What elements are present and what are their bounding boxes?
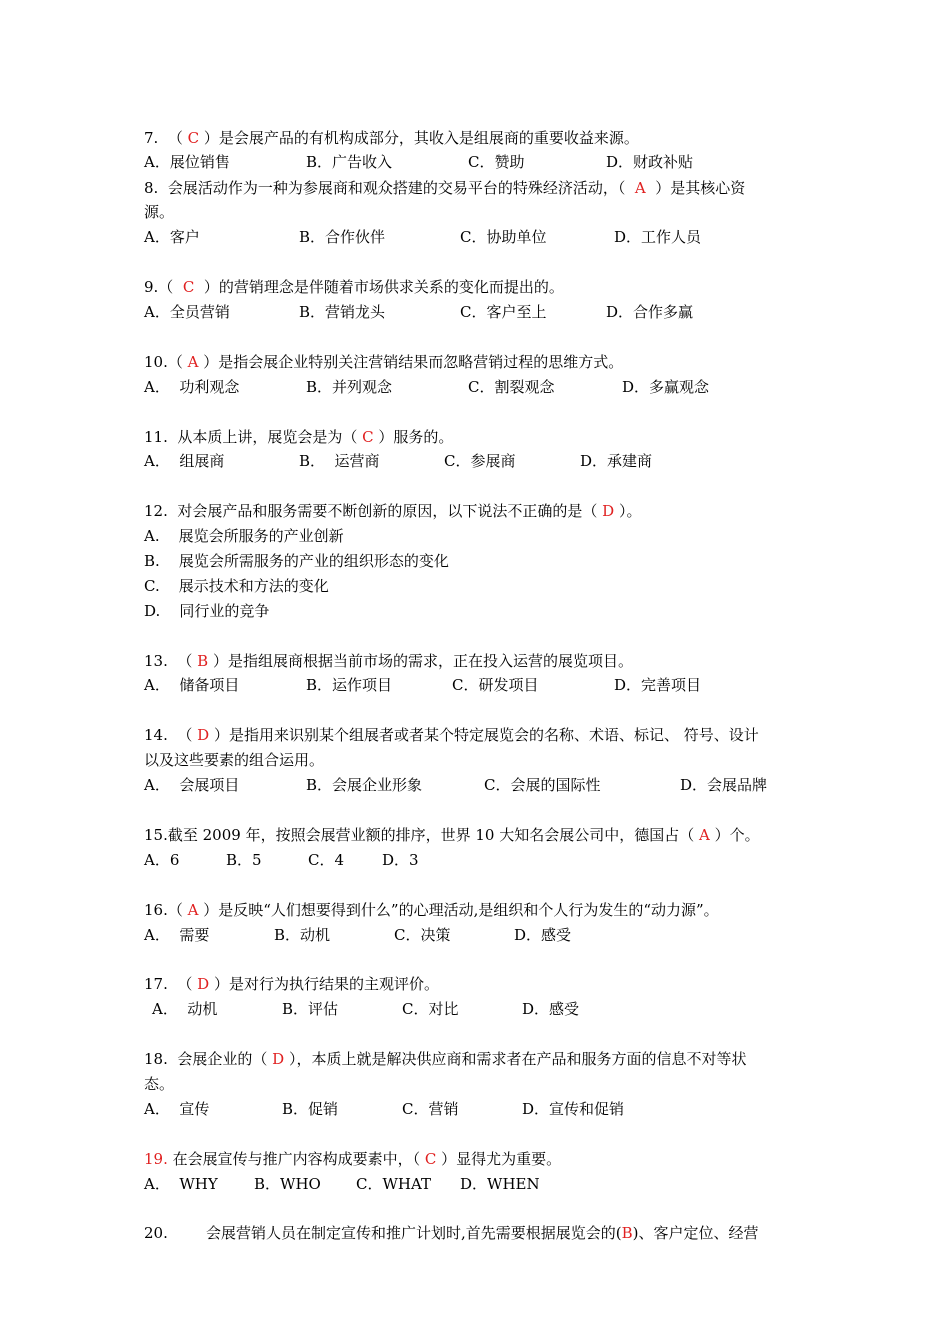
answer-mark: C (187, 129, 200, 147)
stem-text: ）是对行为执行结果的主观评价。 (209, 975, 439, 993)
option-b: B．广告收入 (306, 153, 393, 171)
question-12-option-b: B. 展览会所需服务的产业的组织形态的变化 (144, 552, 449, 570)
answer-mark: D (197, 726, 210, 744)
stem-text: 10.（ (144, 353, 188, 371)
option-c: C．营销 (402, 1100, 459, 1118)
question-7-stem (144, 129, 639, 147)
option-c: C．研发项目 (452, 676, 539, 694)
option-c: C．对比 (402, 1000, 459, 1018)
option-b: B．并列观念 (306, 378, 393, 396)
option-a: A．6 (144, 851, 180, 869)
question-12-option-c: C. 展示技术和方法的变化 (144, 577, 329, 595)
answer-mark: D (272, 1050, 285, 1068)
option-c: C．4 (308, 851, 345, 869)
stem-text: 15.截至 2009 年，按照会展营业额的排序，世界 10 大知名会展公司中，德国占（ (144, 826, 699, 844)
question-11-stem (144, 428, 453, 446)
option-b: B．动机 (274, 926, 331, 944)
stem-text: ）是其核心资 (645, 179, 746, 197)
stem-text: 12. 对会展产品和服务需要不断创新的原因，以下说法不正确的是（ (144, 502, 603, 520)
question-13-options (144, 676, 702, 694)
option-a: A． 会展项目 (144, 776, 240, 794)
question-15-options (144, 851, 419, 869)
stem-text: ）是指会展企业特别关注营销结果而忽略营销过程的思维方式。 (198, 353, 624, 371)
question-9-stem (144, 278, 564, 296)
option-b: B．营销龙头 (299, 303, 386, 321)
option-a: A． 功利观念 (144, 378, 240, 396)
option-d: D．财政补贴 (606, 153, 694, 171)
stem-text: ）是指组展商根据当前市场的需求，正在投入运营的展览项目。 (208, 652, 633, 670)
answer-mark: A (187, 901, 199, 919)
option-a: A． 储备项目 (144, 676, 240, 694)
question-8-options (144, 228, 702, 246)
question-9-options (144, 303, 694, 321)
stem-text: ）服务的。 (373, 428, 454, 446)
question-18-stem-cont: 态。 (144, 1075, 175, 1093)
question-17-options (144, 1000, 580, 1018)
stem-text: ）的营销理念是伴随着市场供求关系的变化而提出的。 (194, 278, 564, 296)
question-18-stem (144, 1050, 746, 1068)
question-15-stem (144, 826, 760, 844)
stem-text: 在会展宣传与推广内容构成要素中，（ (167, 1150, 425, 1168)
stem-text: ）显得尤为重要。 (436, 1150, 562, 1168)
option-a: A． 需要 (144, 926, 210, 944)
answer-mark: C (362, 428, 374, 446)
question-8-stem (144, 179, 745, 197)
question-8-stem-cont: 源。 (144, 203, 175, 221)
stem-text: 9.（ (144, 278, 183, 296)
question-14-options (144, 776, 768, 794)
option-c: C．WHAT (356, 1175, 431, 1193)
answer-mark: A (634, 179, 646, 197)
stem-text: 13. （ (144, 652, 198, 670)
option-a: A． 宣传 (144, 1100, 210, 1118)
option-c: C．客户至上 (460, 303, 547, 321)
option-d: D．感受 (514, 926, 572, 944)
question-14-stem (144, 726, 759, 744)
stem-text: ），本质上就是解决供应商和需求者在产品和服务方面的信息不对等状 (284, 1050, 747, 1068)
question-13-stem (144, 652, 633, 670)
option-a: A．全员营销 (144, 303, 230, 321)
option-a: A． 组展商 (144, 452, 225, 470)
option-d: D．感受 (522, 1000, 580, 1018)
option-b: B． 运营商 (299, 452, 380, 470)
stem-text: )、客户定位、经营 (632, 1224, 759, 1242)
question-16-options (144, 926, 572, 944)
option-a: A． 动机 (152, 1000, 218, 1018)
option-a: A． WHY (144, 1175, 218, 1193)
stem-text: ）个。 (709, 826, 760, 844)
stem-text: 7. （ (144, 129, 188, 147)
stem-text: 17. （ (144, 975, 198, 993)
question-12-option-d: D. 同行业的竞争 (144, 602, 270, 620)
option-b: B．评估 (282, 1000, 339, 1018)
question-19-options (144, 1175, 540, 1193)
answer-mark: A (698, 826, 710, 844)
option-d: D．合作多赢 (606, 303, 694, 321)
stem-text: 11. 从本质上讲，展览会是为（ (144, 428, 363, 446)
option-c: C．参展商 (444, 452, 516, 470)
option-d: D．3 (382, 851, 419, 869)
option-d: D．承建商 (580, 452, 653, 470)
stem-text: ）是指用来识别某个组展者或者某个特定展览会的名称、术语、标记、 符号、设计 (209, 726, 759, 744)
option-d: D．WHEN (460, 1175, 540, 1193)
answer-mark: B (621, 1224, 633, 1242)
option-d: D．宣传和促销 (522, 1100, 625, 1118)
option-c: C．赞助 (468, 153, 525, 171)
stem-text: 16.（ (144, 901, 188, 919)
question-number: 19. (144, 1150, 168, 1168)
question-12-option-a: A. 展览会所服务的产业创新 (144, 527, 344, 545)
option-b: B．促销 (282, 1100, 339, 1118)
answer-mark: B (197, 652, 209, 670)
question-10-stem (144, 353, 623, 371)
question-14-stem-cont: 以及这些要素的组合运用。 (144, 751, 325, 769)
answer-mark: D (197, 975, 210, 993)
question-10-options (144, 378, 710, 396)
option-d: D．工作人员 (614, 228, 702, 246)
question-11-options (144, 452, 653, 470)
stem-text: 8. 会展活动作为一种为参展商和观众搭建的交易平台的特殊经济活动，（ (144, 179, 635, 197)
question-7-options (144, 153, 694, 171)
option-b: B．WHO (254, 1175, 321, 1193)
stem-text: 18. 会展企业的（ (144, 1050, 273, 1068)
option-a: A．客户 (144, 228, 200, 246)
question-20-stem (144, 1224, 759, 1242)
option-b: B．5 (226, 851, 262, 869)
question-19-stem (144, 1150, 561, 1168)
option-c: C．决策 (394, 926, 451, 944)
stem-text: ）。 (614, 502, 642, 520)
option-c: C．割裂观念 (468, 378, 555, 396)
answer-mark: D (602, 502, 615, 520)
option-a: A．展位销售 (144, 153, 230, 171)
answer-mark: C (424, 1150, 437, 1168)
option-c: C．会展的国际性 (484, 776, 601, 794)
option-b: B．会展企业形象 (306, 776, 423, 794)
question-18-options (144, 1100, 625, 1118)
stem-text: 20. 会展营销人员在制定宣传和推广计划时,首先需要根据展览会的( (144, 1224, 622, 1242)
option-d: D．完善项目 (614, 676, 702, 694)
answer-mark: A (187, 353, 199, 371)
answer-mark: C (182, 278, 195, 296)
question-17-stem (144, 975, 439, 993)
option-d: D．会展品牌 (680, 776, 768, 794)
option-c: C．协助单位 (460, 228, 547, 246)
stem-text: 14. （ (144, 726, 198, 744)
stem-text: ）是反映“人们想要得到什么”的心理活动,是组织和个人行为发生的“动力源”。 (198, 901, 719, 919)
question-16-stem (144, 901, 719, 919)
option-b: B．运作项目 (306, 676, 393, 694)
option-d: D．多赢观念 (622, 378, 710, 396)
question-12-stem (144, 502, 641, 520)
option-b: B．合作伙伴 (299, 228, 386, 246)
stem-text: ）是会展产品的有机构成部分，其收入是组展商的重要收益来源。 (199, 129, 639, 147)
